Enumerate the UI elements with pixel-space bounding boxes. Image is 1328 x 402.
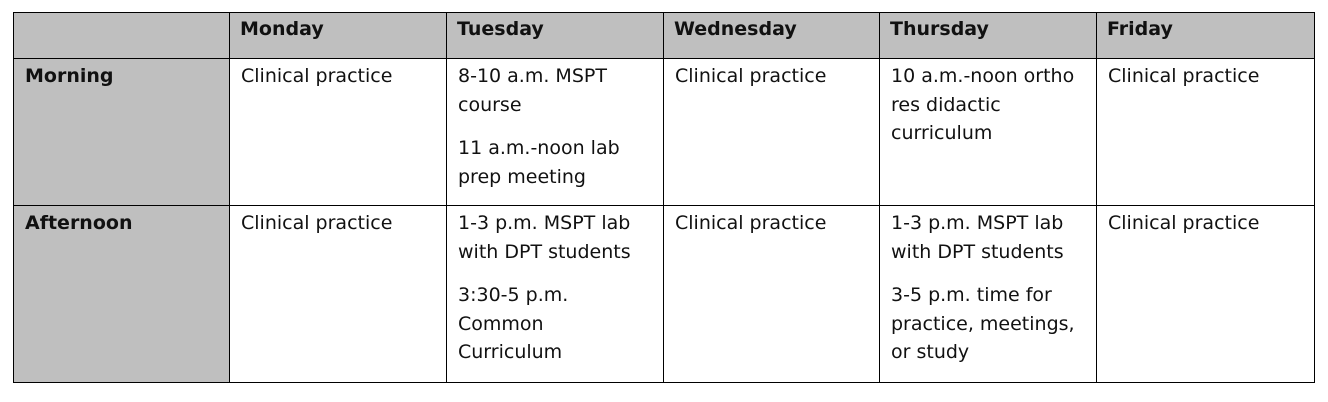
day-header-friday: Friday	[1097, 13, 1315, 59]
schedule-entry: Clinical practice	[1108, 212, 1260, 234]
day-header-wednesday: Wednesday	[664, 13, 880, 59]
header-row	[14, 13, 1315, 59]
schedule-entry: Clinical practice	[675, 65, 827, 87]
schedule-entry: 10 a.m.-noon ortho res didactic curriculum	[891, 65, 1075, 144]
day-header-thursday: Thursday	[880, 13, 1097, 59]
morning-tuesday-cell	[447, 59, 664, 206]
row-label-morning: Morning	[14, 59, 230, 206]
schedule-entry: Clinical practice	[241, 65, 393, 87]
weekly-schedule-table	[13, 12, 1315, 383]
afternoon-monday-cell	[230, 206, 447, 383]
day-header-tuesday: Tuesday	[447, 13, 664, 59]
morning-thursday-cell	[880, 59, 1097, 206]
morning-row	[14, 59, 1315, 206]
schedule-entry: Clinical practice	[241, 212, 393, 234]
afternoon-row	[14, 206, 1315, 383]
schedule-entry: 3-5 p.m. time for practice, meetings, or study	[891, 284, 1075, 363]
schedule-entry: 11 a.m.-noon lab prep meeting	[458, 137, 620, 188]
row-label-afternoon: Afternoon	[14, 206, 230, 383]
schedule-entry: 3:30-5 p.m. Common Curriculum	[458, 284, 569, 363]
schedule-entry: Clinical practice	[1108, 65, 1260, 87]
day-header-monday: Monday	[230, 13, 447, 59]
schedule-entry: 1-3 p.m. MSPT lab with DPT students	[891, 212, 1064, 263]
schedule-entry: Clinical practice	[675, 212, 827, 234]
afternoon-wednesday-cell	[664, 206, 880, 383]
morning-monday-cell	[230, 59, 447, 206]
schedule-entry: 8-10 a.m. MSPT course	[458, 65, 607, 116]
afternoon-tuesday-cell	[447, 206, 664, 383]
morning-wednesday-cell	[664, 59, 880, 206]
corner-header-cell	[14, 13, 230, 59]
afternoon-friday-cell	[1097, 206, 1315, 383]
schedule-entry: 1-3 p.m. MSPT lab with DPT students	[458, 212, 631, 263]
afternoon-thursday-cell	[880, 206, 1097, 383]
morning-friday-cell	[1097, 59, 1315, 206]
